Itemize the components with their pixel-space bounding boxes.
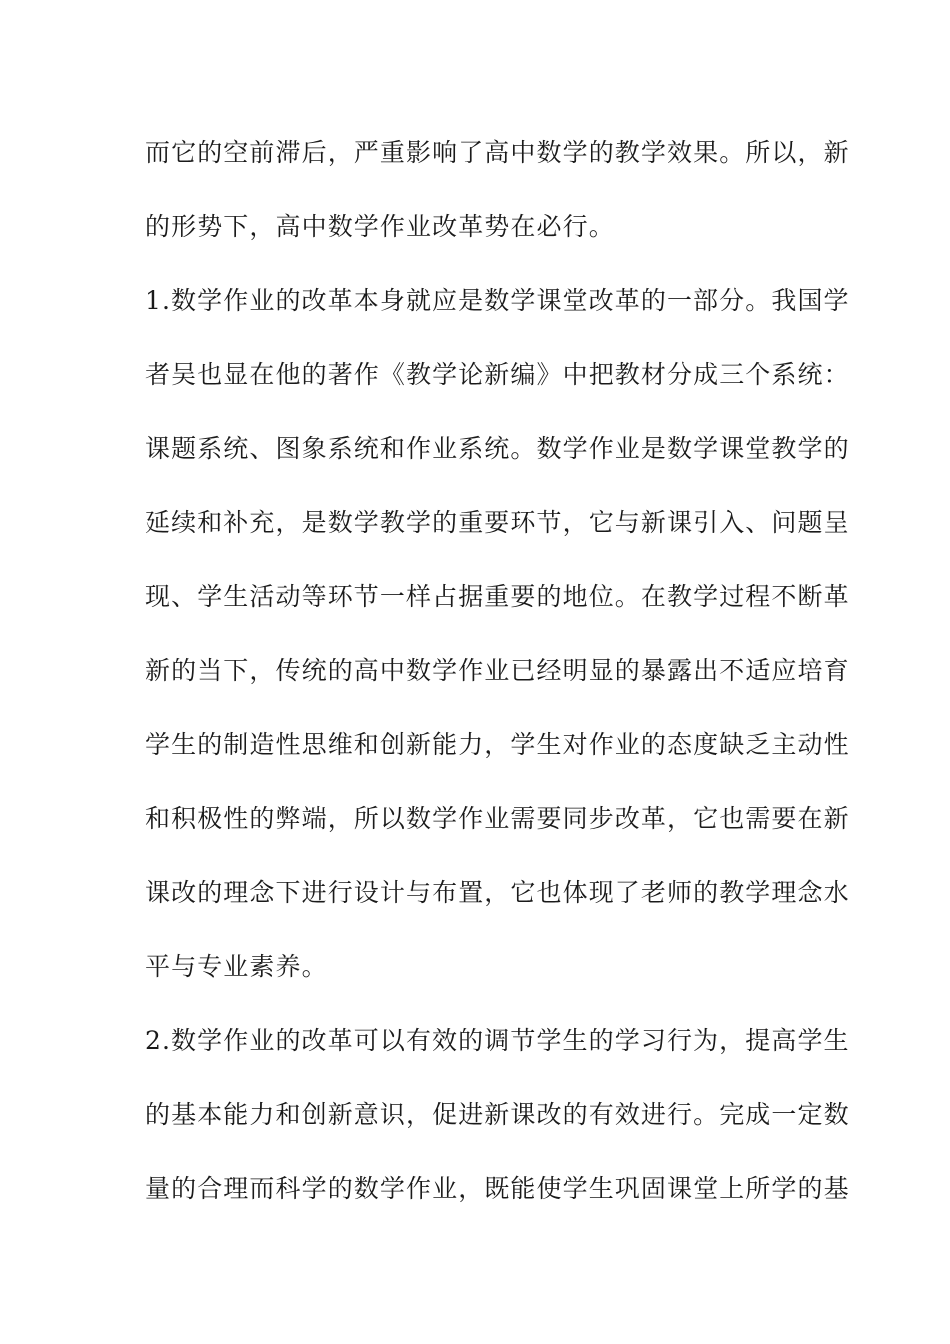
text-line: 学生的制造性思维和创新能力，学生对作业的态度缺乏主动性 bbox=[145, 730, 850, 759]
text-line: 延续和补充，是数学教学的重要环节，它与新课引入、问题呈 bbox=[145, 508, 850, 537]
text-line: 新的当下，传统的高中数学作业已经明显的暴露出不适应培育 bbox=[145, 656, 850, 685]
text-line: 课改的理念下进行设计与布置，它也体现了老师的教学理念水 bbox=[145, 878, 850, 907]
text-line: 而它的空前滞后，严重影响了高中数学的教学效果。所以，新 bbox=[145, 138, 850, 167]
text-line: 课题系统、图象系统和作业系统。数学作业是数学课堂教学的 bbox=[145, 434, 850, 463]
text-line: 量的合理而科学的数学作业，既能使学生巩固课堂上所学的基 bbox=[145, 1174, 850, 1203]
text-line: 平与专业素养。 bbox=[145, 952, 328, 981]
text-line: 和积极性的弊端，所以数学作业需要同步改革，它也需要在新 bbox=[145, 804, 850, 833]
text-line: 2.数学作业的改革可以有效的调节学生的学习行为，提高学生 bbox=[145, 1026, 850, 1055]
text-line: 1.数学作业的改革本身就应是数学课堂改革的一部分。我国学 bbox=[145, 286, 850, 315]
text-line: 的形势下，高中数学作业改革势在必行。 bbox=[145, 212, 615, 241]
text-line: 的基本能力和创新意识，促进新课改的有效进行。完成一定数 bbox=[145, 1100, 850, 1129]
text-line: 现、学生活动等环节一样占据重要的地位。在教学过程不断革 bbox=[145, 582, 850, 611]
text-line: 者吴也显在他的著作《教学论新编》中把教材分成三个系统： bbox=[145, 360, 850, 389]
